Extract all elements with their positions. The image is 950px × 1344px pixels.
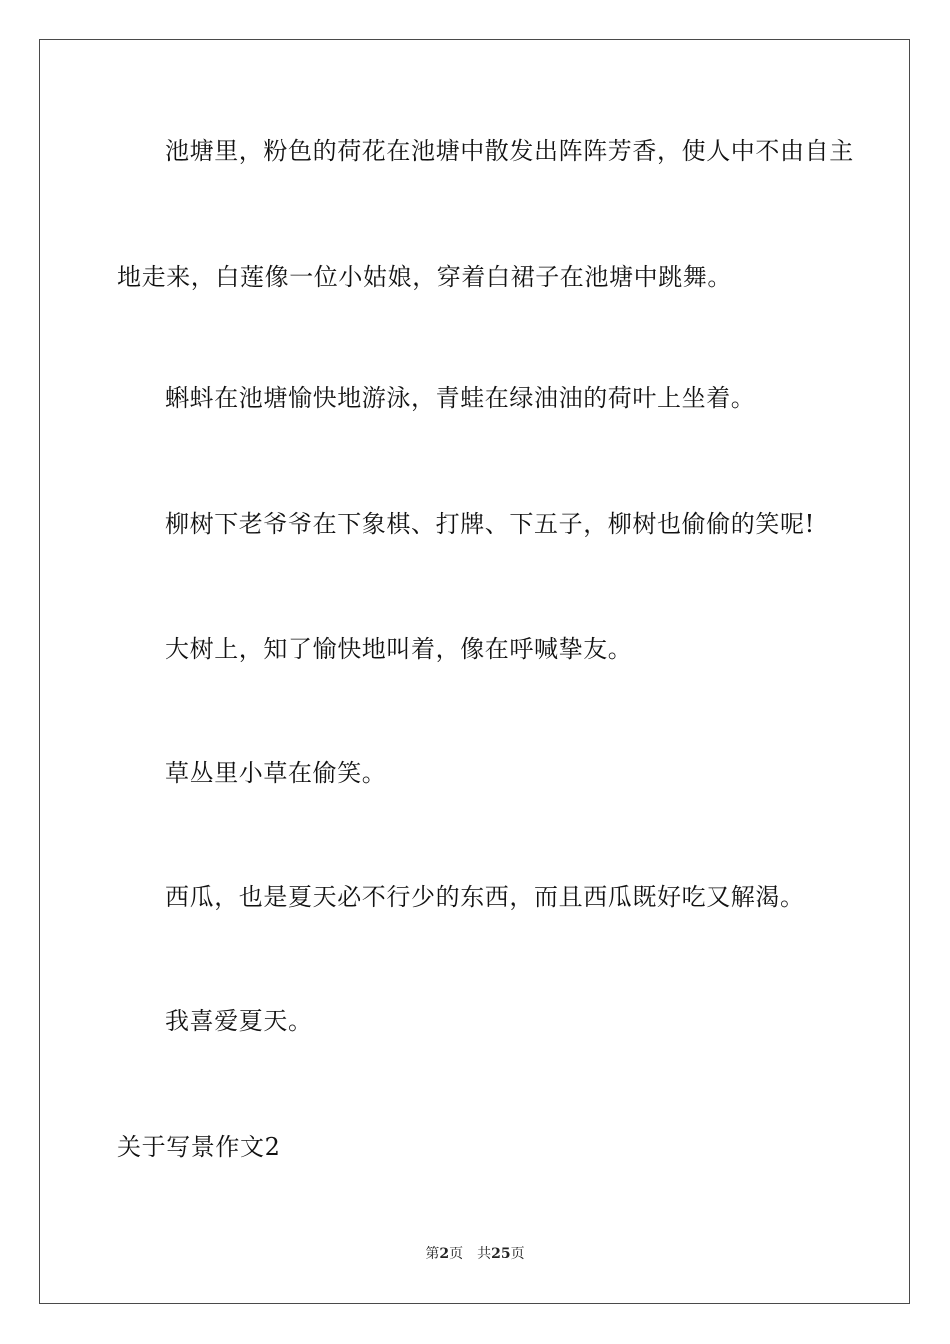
footer-total-prefix: 共 bbox=[477, 1246, 492, 1262]
page-border bbox=[39, 39, 910, 1304]
section-heading: 关于写景作文2 bbox=[117, 1133, 281, 1161]
paragraph-line-3: 蝌蚪在池塘愉快地游泳，青蛙在绿油油的荷叶上坐着。 bbox=[165, 384, 756, 412]
paragraph-line-7: 西瓜，也是夏天必不行少的东西，而且西瓜既好吃又解渴。 bbox=[165, 883, 805, 911]
paragraph-line-5: 大树上，知了愉快地叫着，像在呼喊挚友。 bbox=[165, 635, 633, 663]
paragraph-line-8: 我喜爱夏天。 bbox=[165, 1007, 313, 1035]
footer-page-prefix: 第 bbox=[425, 1246, 440, 1262]
footer-total-pages: 25 bbox=[491, 1246, 511, 1262]
footer-page-suffix: 页 bbox=[449, 1246, 464, 1262]
footer-total-suffix: 页 bbox=[510, 1246, 525, 1262]
page-footer bbox=[0, 1244, 950, 1264]
paragraph-line-6: 草丛里小草在偷笑。 bbox=[165, 759, 387, 787]
paragraph-line-2: 地走来，白莲像一位小姑娘，穿着白裙子在池塘中跳舞。 bbox=[117, 263, 732, 291]
paragraph-line-1: 池塘里，粉色的荷花在池塘中散发出阵阵芳香，使人中不由自主 bbox=[165, 137, 854, 165]
paragraph-line-4: 柳树下老爷爷在下象棋、打牌、下五子，柳树也偷偷的笑呢! bbox=[165, 510, 815, 538]
footer-page-number: 2 bbox=[439, 1246, 450, 1262]
